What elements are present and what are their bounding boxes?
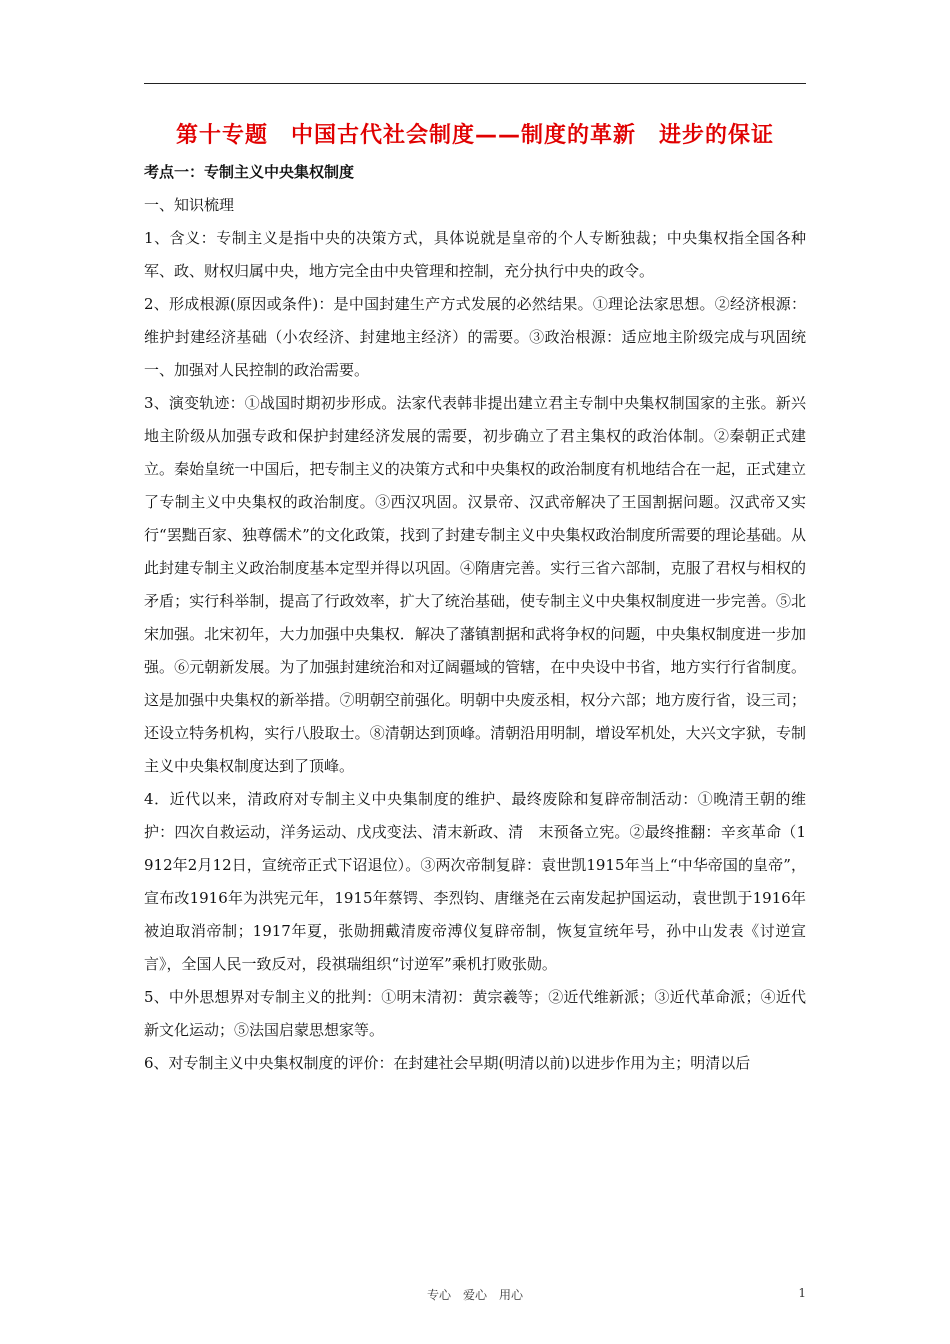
paragraph: 6、对专制主义中央集权制度的评价：在封建社会早期(明清以前)以进步作用为主；明清以后 — [144, 1054, 751, 1072]
section-heading: 考点一：专制主义中央集权制度 — [144, 163, 355, 181]
paragraph: 5、中外思想界对专制主义的批判：①明末清初：黄宗羲等；②近代维新派；③近代革命派；④近代新文化运动；⑤法国启蒙思想家等。 — [144, 988, 806, 1039]
paragraph: 3、演变轨迹：①战国时期初步形成。法家代表韩非提出建立君主专制中央集权制国家的主张。新兴地主阶级从加强专政和保护封建经济发展的需要，初步确立了君主集权的政治体制。②秦朝正式建立。秦始皇统一中国后，把专制主义的决策方式和中央集权的政治制度有机地结合在一起，正式建立了专制主义中央集权的政治制度。③西汉巩固。汉景帝、汉武帝解决了王国割据问题。汉武帝又实行“罢黜百家、独尊儒术”的文化政策，找到了封建专制主义中央集权政治制度所需要的理论基础。从此封建专制主义政治制度基本定型并得以巩固。④隋唐完善。实行三省六部制，克服了君权与相权的矛盾；实行科举制，提高了行政效率，扩大了统治基础，使专制主义中央集权制度进一步完善。⑤北宋加强。北宋初年，大力加强中央集权．解决了藩镇割据和武将争权的问题，中央集权制度进一步加强。⑥元朝新发展。为了加强封建统治和对辽阔疆域的管辖，在中央设中书省，地方实行行省制度。这是加强中央集权的新举措。⑦明朝空前强化。明朝中央废丞相，权分六部；地方废行省，设三司；还设立特务机构，实行八股取士。⑧清朝达到顶峰。清朝沿用明制，增设军机处，大兴文字狱，专制主义中央集权制度达到了顶峰。 — [144, 394, 806, 775]
subheading: 一、知识梳理 — [144, 196, 235, 214]
paragraph: 1、含义：专制主义是指中央的决策方式，具体说就是皇帝的个人专断独裁；中央集权指全国各种军、政、财权归属中央，地方完全由中央管理和控制，充分执行中央的政令。 — [144, 229, 806, 280]
paragraph: 4．近代以来，清政府对专制主义中央集制度的维护、最终废除和复辟帝制活动：①晚清王朝的维护：四次自救运动，洋务运动、戊戌变法、清末新政、清 末预备立宪。②最终推翻：辛亥革命（1912年2月12日，宣统帝正式下诏退位）。③两次帝制复辟：袁世凯1915年当上“中华帝国的皇帝”，宣布改1916年为洪宪元年，1915年蔡锷、李烈钧、唐继尧在云南发起护国运动，袁世凯于1916年被迫取消帝制；1917年夏，张勋拥戴清废帝溥仪复辟帝制，恢复宣统年号，孙中山发表《讨逆宣言》，全国人民一致反对，段祺瑞组织“讨逆军”乘机打败张勋。 — [144, 790, 806, 973]
footer-motto: 专心 爱心 用心 — [426, 1288, 523, 1302]
header-rule — [144, 83, 806, 84]
page-title: 第十专题 中国古代社会制度——制度的革新 进步的保证 — [175, 123, 774, 148]
document-body — [144, 156, 806, 1080]
page-number: 1 — [798, 1286, 806, 1300]
paragraph: 2、形成根源(原因或条件)：是中国封建生产方式发展的必然结果。①理论法家思想。②经济根源：维护封建经济基础（小农经济、封建地主经济）的需要。③政治根源：适应地主阶级完成与巩固统一、加强对人民控制的政治需要。 — [144, 295, 806, 379]
